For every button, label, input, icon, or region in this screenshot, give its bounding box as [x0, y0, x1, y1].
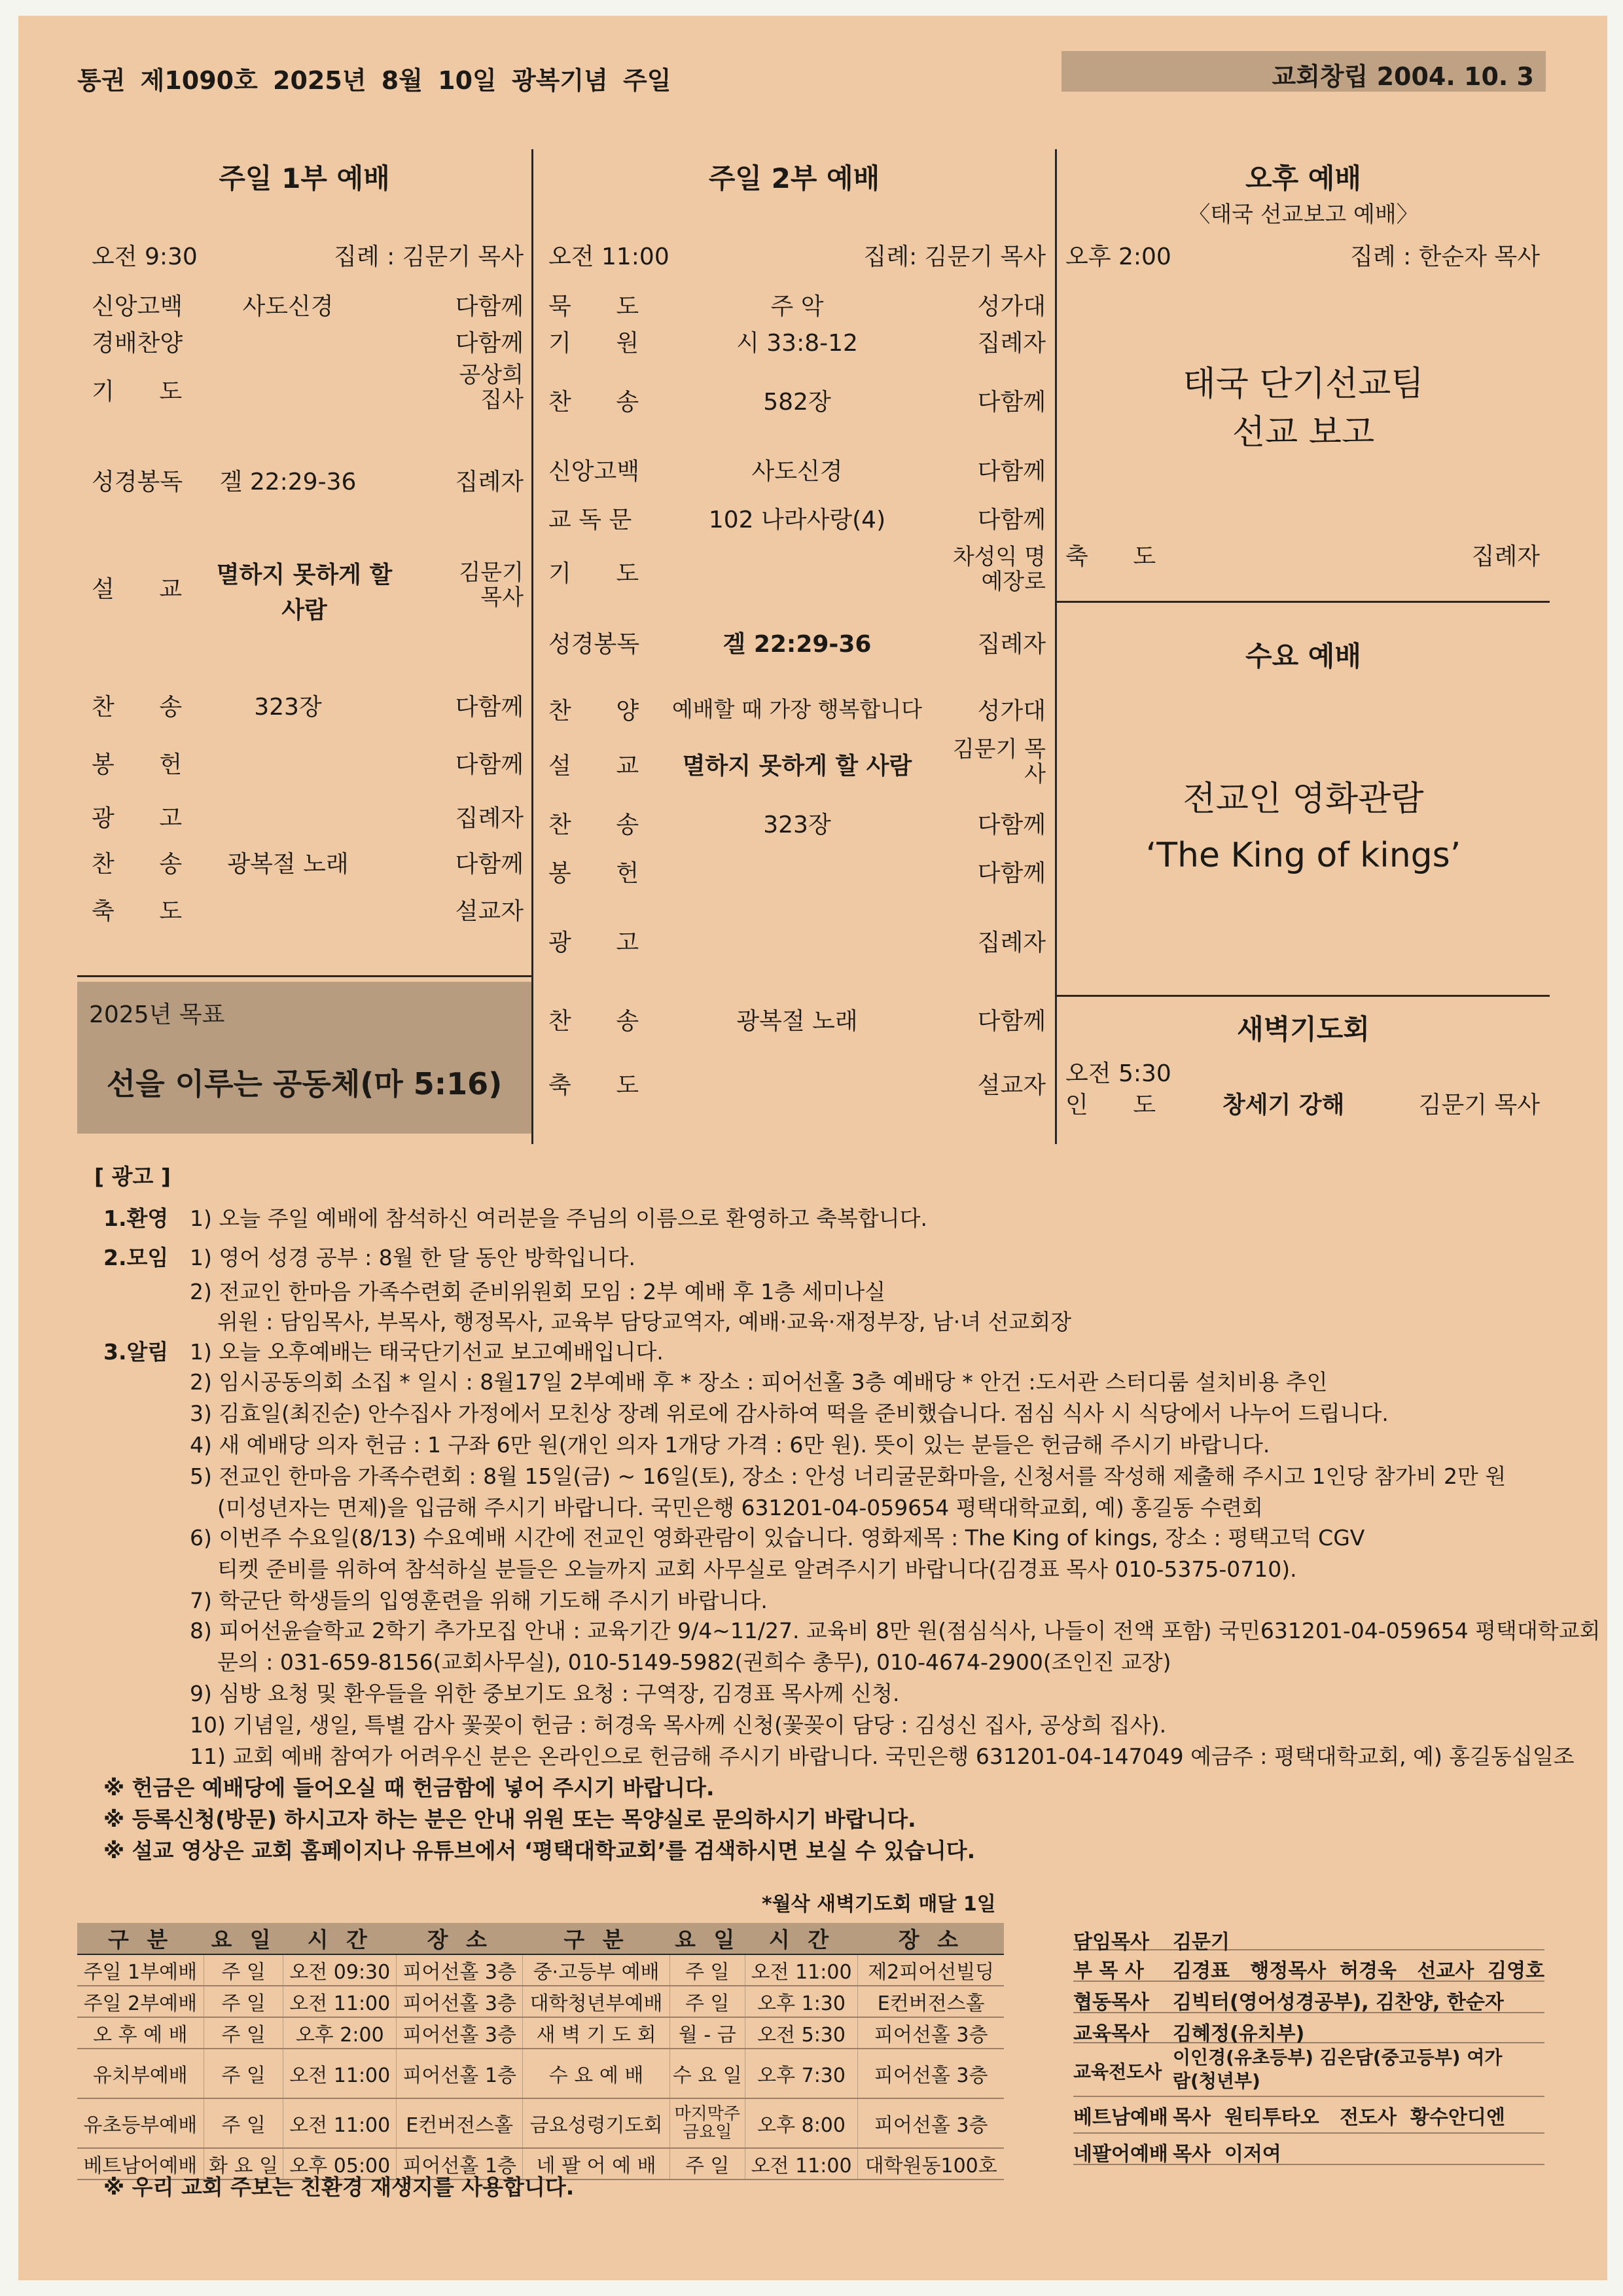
order-item-name: 찬 송	[92, 694, 183, 721]
order-item-content: 사도신경	[242, 293, 334, 320]
staff-row	[1073, 2098, 1544, 2134]
staff-row	[1073, 2015, 1544, 2043]
staff-title: 베트남예배	[1073, 2106, 1168, 2129]
order-item-by: 성가대	[977, 698, 1046, 725]
staff-names: 김문기	[1173, 1931, 1230, 1954]
bulletin-header	[77, 51, 1546, 110]
schedule-cell: 피어선홀 3층	[397, 1954, 523, 1986]
dawn-content: 창세기 강해	[1222, 1092, 1345, 1119]
announcement-line: 6) 이번주 수요일(8/13) 수요예배 시간에 전교인 영화관람이 있습니다. 영화제목 : The King of kings, 장소 : 평택고덕 CGV	[190, 1525, 1365, 1551]
schedule-cell: 유치부예배	[77, 2049, 204, 2098]
order-item-name: 교 독 문	[548, 507, 632, 533]
staff-names: 김혜정(유치부)	[1173, 2022, 1305, 2045]
schedule-cell: 피어선홀 1층	[397, 2049, 523, 2098]
order-item-by: 다함께	[977, 389, 1046, 416]
schedule-header-cell: 장 소	[397, 1923, 523, 1954]
staff-row	[1073, 1923, 1544, 1954]
order-item-content: 323장	[254, 694, 322, 721]
schedule-cell: 오후 8:00	[745, 2098, 858, 2148]
order-item-name: 설 교	[92, 576, 183, 603]
schedule-cell: 주일 1부예배	[77, 1954, 204, 1986]
schedule-cell: 피어선홀 3층	[858, 2049, 1004, 2098]
schedule-header-cell: 시 간	[745, 1923, 858, 1954]
schedule-cell: 마지막주 금요일	[669, 2098, 745, 2148]
afternoon-blessing-by: 집례자	[1471, 543, 1540, 570]
announcement-line: 5) 전교인 한마음 가족수련회 : 8월 15일(금) ~ 16일(토), 장소 : 안성 너리굴문화마을, 신청서를 작성해 제출해 주시고 1인당 참가비 2만 원	[190, 1463, 1507, 1489]
schedule-header-row	[77, 1923, 1004, 1954]
schedule-cell: 오전 09:30	[283, 1954, 397, 1986]
schedule-cell: 오전 11:00	[283, 2098, 397, 2148]
schedule-cell: 제2피어선빌딩	[858, 1954, 1004, 1986]
announcement-line: 11) 교회 예배 참여가 어려우신 분은 온라인으로 헌금해 주시기 바랍니다. 국민은행 631201-04-147049 예금주 : 평택대학교회, 예) 홍길동십일조	[190, 1744, 1575, 1769]
order-item-by: 다함께	[977, 812, 1046, 838]
announcement-line: 7) 학군단 학생들의 입영훈련을 위해 기도해 주시기 바랍니다.	[190, 1588, 768, 1613]
schedule-row	[77, 1986, 1004, 2017]
announcement-line: 티켓 준비를 위하여 참석하실 분들은 오늘까지 교회 사무실로 알려주시기 바랍니다(김경표 목사 010-5375-0710).	[190, 1556, 1297, 1582]
schedule-cell: 오전 11:00	[283, 2049, 397, 2098]
staff-title: 네팔어예배	[1073, 2143, 1168, 2166]
wednesday-main-line1: 전교인 영화관람	[1183, 780, 1424, 819]
schedule-cell: 오전 11:00	[745, 1954, 858, 1986]
announcement-category: 3.알림	[103, 1339, 169, 1365]
announcement-line: 4) 새 예배당 의자 헌금 : 1 구좌 6만 원(개인 의자 1개당 가격 : 6만 원). 뜻이 있는 분들은 헌금해 주시기 바랍니다.	[190, 1432, 1270, 1458]
schedule-cell: 오후 1:30	[745, 1986, 858, 2017]
announcement-note: ※ 설교 영상은 교회 홈페이지나 유튜브에서 ‘평택대학교회’를 검색하시면 보실 수 있습니다.	[103, 1838, 976, 1863]
wednesday-title: 수요 예배	[1245, 640, 1361, 672]
announcement-line: 문의 : 031-659-8156(교회사무실), 010-5149-5982(권희수 총무), 010-4674-2900(조인진 교장)	[190, 1649, 1171, 1675]
order-item-content: 102 나라사랑(4)	[708, 507, 886, 533]
afternoon-main-line2: 선교 보고	[1232, 413, 1375, 452]
announcements	[77, 1160, 1601, 1916]
dawn-time: 오전 5:30	[1065, 1060, 1171, 1087]
schedule-cell: 대학원동100호	[858, 2148, 1004, 2179]
announcement-line: 2) 전교인 한마음 가족수련회 준비위원회 모임 : 2부 예배 후 1층 세미나실	[190, 1279, 886, 1304]
order-item-name: 축 도	[92, 898, 183, 925]
schedule-cell: 오전 5:30	[745, 2017, 858, 2049]
dawn-by: 김문기 목사	[1418, 1092, 1540, 1119]
order-item-by: 김문기 목사	[459, 560, 524, 611]
order-item-name: 찬 송	[92, 851, 183, 878]
service-schedule-table	[77, 1923, 1004, 2180]
order-item-content: 주 악	[770, 293, 824, 320]
order-item-by: 차성익 명예장로	[952, 544, 1046, 595]
founded-date: 교회창립 2004. 10. 3	[1061, 51, 1546, 92]
order-item-name: 성경봉독	[92, 469, 183, 495]
order-item-name: 찬 송	[548, 389, 639, 416]
order-item-by: 다함께	[455, 330, 524, 357]
staff-names: 이인경(유초등부) 김은담(중고등부) 여가람(청년부)	[1173, 2047, 1503, 2092]
recycled-paper-note: ※ 우리 교회 주보는 친환경 재생지를 사용합니다.	[103, 2174, 575, 2200]
schedule-cell: 유초등부예배	[77, 2098, 204, 2148]
schedule-cell: 주 일	[204, 1986, 283, 2017]
schedule-row	[77, 2098, 1004, 2148]
order-item-content: 광복절 노래	[227, 851, 349, 878]
staff-row	[1073, 2045, 1544, 2097]
order-item-name: 기 도	[548, 560, 639, 587]
service2-leader: 집례: 김문기 목사	[863, 243, 1046, 270]
schedule-cell: 주 일	[669, 2148, 745, 2179]
order-item-name: 축 도	[548, 1072, 639, 1099]
schedule-cell: 피어선홀 3층	[858, 2098, 1004, 2148]
divider-wednesday-dawn	[1055, 995, 1550, 997]
staff-title: 교육목사	[1073, 2022, 1149, 2045]
order-item-by: 집례자	[455, 805, 524, 832]
order-item-name: 묵 도	[548, 293, 639, 320]
order-item-by: 성가대	[977, 293, 1046, 320]
order-item-content: 겔 22:29-36	[219, 469, 357, 495]
order-item-name: 찬 송	[548, 812, 639, 838]
staff-names: 김경표 행정목사 허경욱 선교사 김영호	[1173, 1960, 1545, 1982]
order-item-name: 신앙고백	[92, 293, 183, 320]
schedule-cell: 오후 7:30	[745, 2049, 858, 2098]
divider-service1-goal	[77, 975, 531, 977]
order-item-by: 다함께	[977, 458, 1046, 485]
service1-time: 오전 9:30	[92, 243, 198, 270]
schedule-cell: 주일 2부예배	[77, 1986, 204, 2017]
schedule-cell: 오후 05:00	[283, 2148, 397, 2179]
schedule-header-cell: 장 소	[858, 1923, 1004, 1954]
schedule-cell: 피어선홀 3층	[397, 2017, 523, 2049]
order-item-content: 323장	[763, 812, 831, 838]
announcement-note: ※ 등록신청(방문) 하시고자 하는 분은 안내 위원 또는 목양실로 문의하시기 바랍니다.	[103, 1806, 916, 1832]
wednesday-main-line2: ‘The King of kings’	[1145, 836, 1461, 875]
schedule-cell: 수 요 일	[669, 2049, 745, 2098]
order-item-name: 설 교	[548, 753, 639, 780]
schedule-cell: 수 요 예 배	[523, 2049, 669, 2098]
order-item-content: 멸하지 못하게 할 사람	[682, 753, 912, 780]
column-divider-1	[531, 149, 533, 1144]
service1-title: 주일 1부 예배	[219, 162, 390, 194]
order-item-by: 다함께	[977, 860, 1046, 887]
order-item-name: 성경봉독	[548, 631, 640, 658]
schedule-cell: 금요성령기도회	[523, 2098, 669, 2148]
order-item-by: 설교자	[455, 898, 524, 925]
schedule-cell: 월 - 금	[669, 2017, 745, 2049]
service2-title: 주일 2부 예배	[708, 162, 880, 194]
schedule-cell: 주 일	[669, 1954, 745, 1986]
schedule-cell: 오후 2:00	[283, 2017, 397, 2049]
service1-leader: 집례 : 김문기 목사	[334, 243, 524, 270]
dawn-title: 새벽기도회	[1237, 1013, 1370, 1045]
staff-names: 김빅터(영어성경공부), 김찬양, 한순자	[1173, 1991, 1504, 2014]
dawn-lead-label: 인 도	[1065, 1092, 1156, 1119]
schedule-header-cell: 시 간	[283, 1923, 397, 1954]
order-item-by: 다함께	[977, 507, 1046, 533]
goal-label: 2025년 목표	[89, 1001, 225, 1028]
order-item-name: 찬 송	[548, 1008, 639, 1035]
schedule-cell: 오전 11:00	[745, 2148, 858, 2179]
order-item-by: 다함께	[977, 1008, 1046, 1035]
schedule-header-cell: 요 일	[669, 1923, 745, 1954]
afternoon-main-line1: 태국 단기선교팀	[1183, 365, 1424, 404]
afternoon-subtitle: 〈태국 선교보고 예배〉	[1188, 202, 1419, 228]
schedule-header-cell: 요 일	[204, 1923, 283, 1954]
schedule-cell: 피어선홀 3층	[397, 1986, 523, 2017]
announcement-line: 9) 심방 요청 및 환우들을 위한 중보기도 요청 : 구역장, 김경표 목사께 신청.	[190, 1681, 900, 1706]
order-item-name: 경배찬양	[92, 330, 183, 357]
schedule-cell: 대학청년부예배	[523, 1986, 669, 2017]
announcement-category: 2.모임	[103, 1245, 169, 1270]
announcements-title: [ 광고 ]	[94, 1164, 171, 1189]
schedule-cell: 피어선홀 1층	[397, 2148, 523, 2179]
order-item-name: 광 고	[92, 805, 183, 832]
goal-text: 선을 이루는 공동체(마 5:16)	[106, 1066, 503, 1102]
order-item-name: 기 도	[92, 378, 183, 405]
afternoon-title: 오후 예배	[1245, 162, 1361, 194]
order-item-content: 광복절 노래	[736, 1008, 858, 1035]
order-item-content: 겔 22:29-36	[722, 631, 872, 658]
order-item-name: 광 고	[548, 929, 639, 956]
order-item-by: 집례자	[455, 469, 524, 495]
staff-row	[1073, 2135, 1544, 2165]
announcement-line: 3) 김효일(최진순) 안수집사 가정에서 모친상 장례 위로에 감사하여 떡을 준비했습니다. 점심 식사 시 식당에서 나누어 드립니다.	[190, 1401, 1389, 1426]
schedule-cell: 주 일	[669, 1986, 745, 2017]
staff-row	[1073, 1952, 1544, 1982]
schedule-cell: 주 일	[204, 2049, 283, 2098]
order-item-by: 다함께	[455, 293, 524, 320]
schedule-header-cell: 구 분	[77, 1923, 204, 1954]
afternoon-blessing-name: 축 도	[1065, 543, 1156, 570]
order-item-name: 찬 양	[548, 698, 639, 725]
order-item-by: 집례자	[977, 929, 1046, 956]
order-item-name: 신앙고백	[548, 458, 640, 485]
schedule-row	[77, 1954, 1004, 1986]
schedule-cell: 피어선홀 3층	[858, 2017, 1004, 2049]
order-item-content: 582장	[763, 389, 831, 416]
schedule-cell: 새 벽 기 도 회	[523, 2017, 669, 2049]
staff-title: 부 목 사	[1073, 1960, 1144, 1982]
issue-info: 통권 제1090호 2025년 8월 10일 광복기념 주일	[77, 66, 671, 95]
order-item-by: 집례자	[977, 330, 1046, 357]
order-item-by: 집례자	[977, 631, 1046, 658]
order-item-by: 다함께	[455, 851, 524, 878]
staff-title: 교육전도사	[1073, 2061, 1162, 2083]
order-item-by: 다함께	[455, 751, 524, 778]
staff-row	[1073, 1983, 1544, 2013]
staff-names: 목사 이저여	[1173, 2143, 1281, 2166]
order-item-name: 기 원	[548, 330, 639, 357]
announcement-line: (미성년자는 면제)을 입금해 주시기 바랍니다. 국민은행 631201-04-059654 평택대학교회, 예) 홍길동 수련회	[190, 1495, 1263, 1520]
schedule-cell: 오전 11:00	[283, 1986, 397, 2017]
order-item-by: 다함께	[455, 694, 524, 721]
schedule-row	[77, 2017, 1004, 2049]
announcement-line: 10) 기념일, 생일, 특별 감사 꽃꽂이 헌금 : 허경욱 목사께 신청(꽃꽂이 담당 : 김성신 집사, 공상희 집사).	[190, 1712, 1167, 1738]
order-item-by: 설교자	[977, 1072, 1046, 1099]
order-item-name: 봉 헌	[548, 860, 639, 887]
staff-names: 목사 원티투타오 전도사 황수안디엔	[1173, 2106, 1505, 2129]
order-item-name: 봉 헌	[92, 751, 183, 778]
schedule-cell: 주 일	[204, 1954, 283, 1986]
annual-goal-box	[77, 982, 531, 1134]
schedule-cell: E컨버전스홀	[858, 1986, 1004, 2017]
staff-title: 협동목사	[1073, 1991, 1149, 2014]
order-item-content: 예배할 때 가장 행복합니다	[671, 696, 923, 722]
schedule-cell: 네 팔 어 예 배	[523, 2148, 669, 2179]
schedule-cell: E컨버전스홀	[397, 2098, 523, 2148]
announcement-category: 1.환영	[103, 1206, 169, 1231]
order-item-content: 시 33:8-12	[736, 330, 858, 357]
announcement-line: 1) 오늘 주일 예배에 참석하신 여러분을 주님의 이름으로 환영하고 축복합니다.	[190, 1206, 927, 1231]
announcement-line: 1) 오늘 오후예배는 태국단기선교 보고예배입니다.	[190, 1339, 664, 1365]
order-item-content: 멸하지 못하게 할 사람	[216, 562, 393, 624]
staff-title: 담임목사	[1073, 1931, 1149, 1954]
order-item-by: 공상희 집사	[459, 362, 524, 413]
schedule-row	[77, 2049, 1004, 2098]
schedule-header-cell: 구 분	[523, 1923, 669, 1954]
schedule-cell: 중·고등부 예배	[523, 1954, 669, 1986]
divider-afternoon-wednesday	[1055, 601, 1550, 603]
dawn-monthly-note: *월삭 새벽기도회 매달 1일	[762, 1893, 996, 1916]
schedule-cell: 화 요 일	[204, 2148, 283, 2179]
schedule-cell: 주 일	[204, 2098, 283, 2148]
afternoon-leader: 집례 : 한순자 목사	[1350, 243, 1540, 270]
service2-time: 오전 11:00	[548, 243, 669, 270]
announcement-line: 위원 : 담임목사, 부목사, 행정목사, 교육부 담당교역자, 예배·교육·재정부장, 남·녀 선교회장	[190, 1309, 1072, 1335]
announcement-line: 8) 피어선윤슬학교 2학기 추가모집 안내 : 교육기간 9/4~11/27. 교육비 8만 원(점심식사, 나들이 전액 포함) 국민631201-04-059654 평택대학교회	[190, 1618, 1601, 1643]
order-item-content: 사도신경	[751, 458, 843, 485]
schedule-cell: 베트남어예배	[77, 2148, 204, 2179]
announcement-line: 1) 영어 성경 공부 : 8월 한 달 동안 방학입니다.	[190, 1245, 635, 1270]
schedule-cell: 주 일	[204, 2017, 283, 2049]
announcement-note: ※ 헌금은 예배당에 들어오실 때 헌금함에 넣어 주시기 바랍니다.	[103, 1775, 715, 1801]
afternoon-time: 오후 2:00	[1065, 243, 1171, 270]
announcement-line: 2) 임시공동의회 소집 * 일시 : 8월17일 2부예배 후 * 장소 : 피어선홀 3층 예배당 * 안건 :도서관 스터디룸 설치비용 추인	[190, 1369, 1328, 1395]
order-item-by: 김문기 목사	[952, 736, 1046, 787]
schedule-cell: 오 후 예 배	[77, 2017, 204, 2049]
